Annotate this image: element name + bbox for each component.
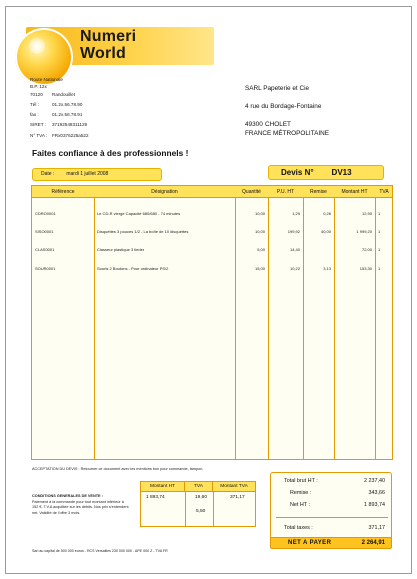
vat-body (140, 492, 256, 527)
row-ref: CLAS0001 (35, 247, 55, 252)
net-a-payer-label: NET A PAYER (288, 540, 332, 546)
conditions-title: CONDITIONS GENERALES DE VENTE : (32, 494, 103, 498)
vat-header-montant: Montant HT (141, 482, 185, 491)
table-header (32, 186, 392, 198)
sender-postal: 70120 (30, 91, 43, 97)
date-value: mardi 1 juillet 2008 (66, 171, 109, 177)
header-designation: Désignation (151, 188, 178, 195)
table-row (32, 264, 392, 273)
sender-siret: 37192548311129 (52, 122, 88, 128)
row-ref: SISO0001 (35, 229, 54, 234)
sender-fax: 01.2x.56.78.91 (52, 112, 83, 118)
total-taxes: 371,17 (368, 525, 385, 531)
logo-line1: Numeri (80, 28, 137, 45)
sender-address (30, 77, 89, 141)
row-tva: 1 (378, 247, 381, 252)
conditions-text: Paiement à la commande pour tout montant inférieur à 152 €. T.V.A acquittée sur les débits. Nos prix s'entendent net. Validité de l'offre 3 mois. (32, 499, 129, 515)
net-ht-label: Net HT : (290, 502, 310, 508)
legal-footer: Sarl au capital de 500 000 euros - RCS Versailles 230 000 000 - APE 000 Z - TVA FR (32, 549, 168, 553)
row-remise: 40,00 (320, 229, 331, 234)
row-pu: 10,22 (289, 266, 300, 271)
table-row (32, 209, 392, 218)
items-table (31, 185, 393, 460)
net-a-payer-value: 2 264,91 (361, 540, 385, 546)
tagline: Faites confiance à des professionnels ! (32, 148, 189, 158)
devis-bar (268, 165, 384, 180)
client-postal: 49300 (245, 121, 263, 128)
row-montant: 12,90 (361, 211, 372, 216)
row-tva: 1 (378, 211, 381, 216)
client-city: CHOLET (265, 121, 291, 128)
total-brut-label: Total brut HT : (284, 478, 318, 484)
row-tva: 1 (378, 229, 381, 234)
client-name: SARL Papeterie et Cie (245, 85, 310, 92)
acceptation-text: ACCEPTATION DU DEVIS : Retourner ce document avec les mentions bon pour commande, tampon, (32, 467, 204, 471)
row-remise: 0,26 (323, 211, 331, 216)
client-address (245, 84, 329, 138)
header-ref: Référence (51, 188, 75, 195)
net-a-payer-bar (270, 537, 392, 549)
row-montant: 153,30 (359, 266, 372, 271)
sender-tel-label: Tél : (30, 101, 39, 107)
sender-address2: B.P. 12x (30, 83, 47, 89)
row-pu: 1,29 (292, 211, 300, 216)
table-row (32, 227, 392, 236)
client-street: 4 rue du Bordage-Fontaine (245, 103, 322, 110)
row-qty: 5,00 (257, 247, 265, 252)
row-designation: Le CD-R vierge Capacité 680/680 - 74 minutes (97, 211, 181, 216)
net-ht-value: 1 893,74 (364, 502, 385, 508)
row-tva: 1 (378, 266, 381, 271)
client-country: FRANCE MÉTROPOLITAINE (245, 130, 330, 137)
row-qty: 15,00 (254, 266, 265, 271)
devis-label: Devis N° (281, 168, 314, 177)
vat-montant: 1 893,74 (146, 495, 165, 500)
total-taxes-label: Total taxes : (284, 525, 313, 531)
sender-fax-label: fax : (30, 112, 39, 118)
header-qty: Quantité (242, 188, 261, 195)
vat-rate2: 5,50 (196, 509, 206, 514)
sender-tva: FRx0376225a522 (52, 132, 89, 138)
header-tva: TVA (379, 188, 389, 195)
row-qty: 10,00 (254, 211, 265, 216)
sender-tva-label: N° TVA : (30, 132, 48, 138)
header-pu: P.U. HT (276, 188, 295, 195)
logo-line2: World (80, 45, 127, 62)
total-brut: 2 237,40 (364, 478, 385, 484)
vat-header (140, 481, 256, 492)
remise-label: Remise : (290, 490, 312, 496)
totals-box (270, 472, 392, 544)
row-designation: Classeur plastique 3 lieder (97, 247, 145, 252)
row-designation: Souris 2 Boutons - Pour ordinateur PS/2 (97, 266, 169, 271)
sender-address1: Route Nationale (30, 77, 63, 82)
row-ref: CDRO0001 (35, 211, 56, 216)
date-bar (32, 168, 162, 181)
table-row (32, 245, 392, 254)
remise-value: 343,66 (368, 490, 385, 496)
header-remise: Remise (310, 188, 327, 195)
vat-header-montant-tva: Montant TVA (220, 484, 248, 489)
row-designation: Disquettes 3 pouces 1/2 - La boîte de 10 disquettes (97, 229, 189, 234)
vat-rate1: 19,60 (195, 495, 208, 500)
row-pu: 14,40 (289, 247, 300, 252)
row-montant: 72,00 (361, 247, 372, 252)
vat-header-tva: TVA (185, 482, 213, 491)
sender-siret-label: SIRET : (30, 122, 46, 128)
header-montant: Montant HT (341, 188, 368, 195)
conditions-block (32, 494, 130, 516)
row-remise: 3,13 (323, 266, 331, 271)
company-logo (80, 28, 136, 62)
date-label: Date : (41, 171, 55, 177)
row-remise (303, 245, 334, 254)
sender-tel: 01.2x.56.78.90 (52, 101, 83, 107)
devis-number: DV13 (331, 168, 352, 177)
vat-table (140, 481, 256, 527)
row-montant: 1 999,20 (356, 229, 372, 234)
row-pu: 199,92 (287, 229, 300, 234)
vat-montant-tva: 371,17 (230, 495, 245, 500)
sender-city: Randouillet (52, 91, 75, 97)
row-qty: 10,00 (254, 229, 265, 234)
row-ref: SOUR0001 (35, 266, 56, 271)
